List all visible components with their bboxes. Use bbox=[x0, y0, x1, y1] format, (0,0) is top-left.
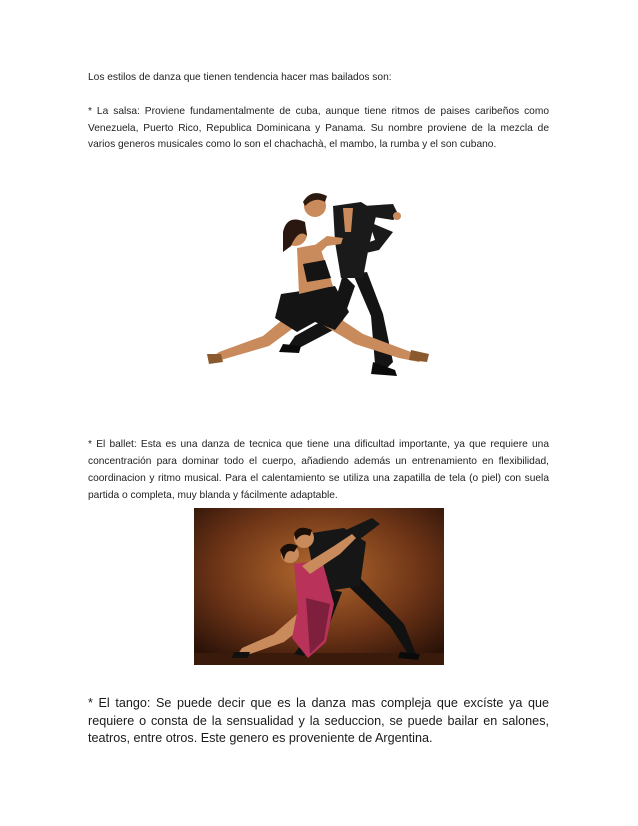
tango-dancers-photo bbox=[194, 508, 444, 665]
tango-paragraph: * El tango: Se puede decir que es la danza mas compleja que excíste ya que requiere o consta de la sensualidad y la seduccion, se puede bailar en salones, teatros, entre otros. Este genero es proveniente de Argentina. bbox=[88, 696, 549, 745]
tango-dancers-illustration bbox=[194, 508, 444, 665]
ballet-paragraph: * El ballet: Esta es una danza de tecnica que tiene una dificultad importante, ya que requiere una concentración para dominar todo el cuerpo, añadiendo además un entrenamiento en flexibilidad, coordinacion y ritmo musical. Para el calentamiento se utiliza una zapatilla de tela (o piel) con suela partida o completa, muy blanda y fácilmente adaptable. bbox=[88, 439, 549, 501]
salsa-paragraph: * La salsa: Proviene fundamentalmente de cuba, aunque tiene ritmos de paises caribeños como Venezuela, Puerto Rico, Republica Dominicana y Panama. Su nombre proviene de la mezcla de varios generos musicales como lo son el chachachà, el mambo, la rumba y el son cubano. bbox=[88, 106, 549, 150]
intro-paragraph: Los estilos de danza que tienen tendencia hacer mas bailados son: bbox=[88, 72, 392, 83]
woman-shoe bbox=[232, 652, 250, 658]
man-hand bbox=[393, 212, 401, 220]
woman-shoe-left bbox=[207, 354, 223, 364]
woman-shoe-right bbox=[409, 350, 429, 362]
salsa-dancers-photo bbox=[203, 186, 433, 381]
salsa-dancers-illustration bbox=[203, 186, 433, 381]
